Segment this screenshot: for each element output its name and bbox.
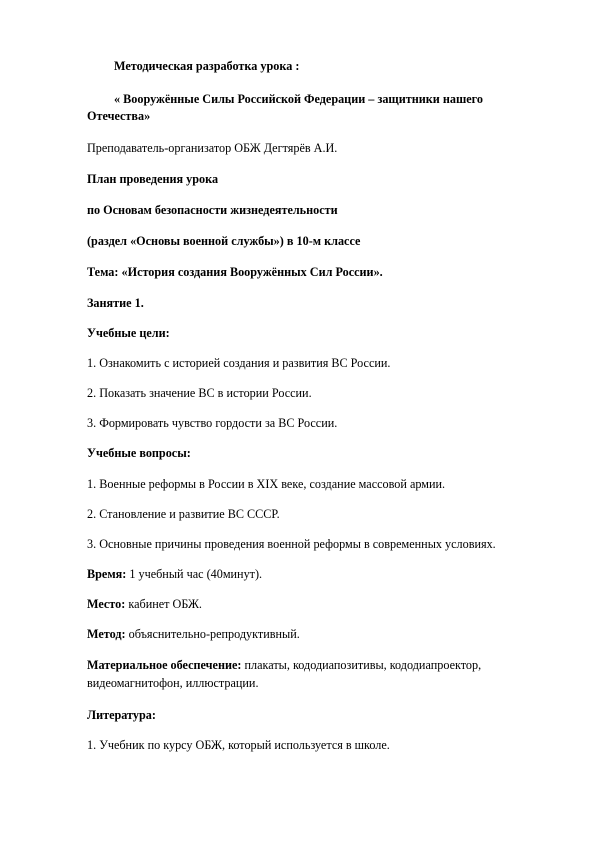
time-line: [87, 567, 262, 582]
section-line: (раздел «Основы военной службы») в 10-м классе: [87, 234, 361, 248]
topic-line-1: « Вооружённые Силы Российской Федерации – защитники нашего: [114, 92, 484, 106]
topic-line-2: Отечества»: [87, 109, 151, 123]
questions-heading: Учебные вопросы:: [87, 446, 191, 460]
literature-heading: Литература:: [87, 708, 156, 722]
time-value: 1 учебный час (40минут).: [126, 567, 263, 581]
document-title: Методическая разработка урока :: [114, 59, 300, 73]
method-value: объяснительно-репродуктивный.: [125, 627, 300, 641]
materials-value: плакаты, кододиапозитивы, кододиапроектор,: [241, 658, 482, 672]
question-item: 2. Становление и развитие ВС СССР.: [87, 507, 280, 521]
place-label: Место:: [87, 597, 126, 611]
place-value: кабинет ОБЖ.: [125, 597, 202, 611]
materials-line-2: видеомагнитофон, иллюстрации.: [87, 676, 259, 690]
theme-line: Тема: «История создания Вооружённых Сил России».: [87, 265, 383, 279]
materials-label: Материальное обеспечение:: [87, 658, 242, 672]
place-line: [87, 597, 202, 612]
subject-line: по Основам безопасности жизнедеятельности: [87, 203, 338, 217]
goals-heading: Учебные цели:: [87, 326, 170, 340]
method-label: Метод:: [87, 627, 126, 641]
plan-heading: План проведения урока: [87, 172, 219, 186]
time-label: Время:: [87, 567, 127, 581]
materials-line: [87, 658, 481, 673]
method-line: [87, 627, 300, 642]
goal-item: 1. Ознакомить с историей создания и развития ВС России.: [87, 356, 391, 370]
teacher-line: Преподаватель-организатор ОБЖ Дегтярёв А.И.: [87, 141, 338, 155]
goal-item: 2. Показать значение ВС в истории России.: [87, 386, 312, 400]
lesson-line: Занятие 1.: [87, 296, 144, 310]
question-item: 1. Военные реформы в России в XIX веке, создание массовой армии.: [87, 477, 446, 491]
goal-item: 3. Формировать чувство гордости за ВС России.: [87, 416, 338, 430]
question-item: 3. Основные причины проведения военной реформы в современных условиях.: [87, 537, 496, 551]
literature-item: 1. Учебник по курсу ОБЖ, который используется в школе.: [87, 738, 390, 752]
